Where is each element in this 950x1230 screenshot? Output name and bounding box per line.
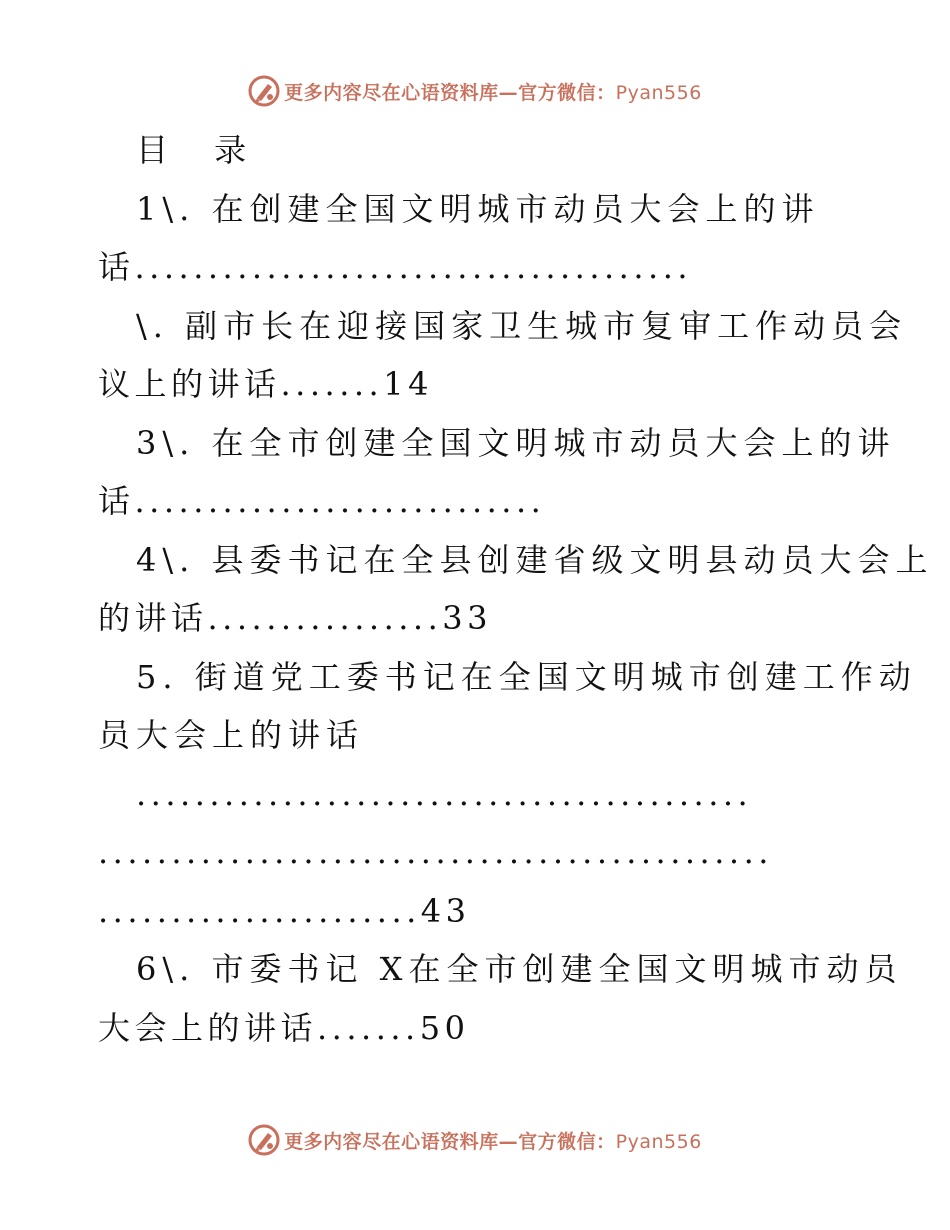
toc-line: 3\. 在全市创建全国文明城市动员大会上的讲 — [136, 423, 896, 462]
pen-seal-icon — [248, 1124, 280, 1156]
toc-line: 议上的讲话.......14 — [98, 365, 433, 403]
toc-line: 的讲话................33 — [98, 599, 492, 637]
toc-line: 员大会上的讲话 — [98, 716, 365, 754]
toc-line: 4\. 县委书记在全县创建省级文明县动员大会上 — [136, 540, 934, 579]
watermark-text: 更多内容尽在心语资料库—官方微信：Pyan556 — [284, 81, 702, 104]
toc-heading: 目 录 — [136, 131, 265, 169]
toc-line: \. 副市长在迎接国家卫生城市复审工作动员会 — [136, 306, 908, 345]
toc-line: 大会上的讲话.......50 — [98, 1008, 470, 1047]
toc-line: 话............................ — [98, 482, 546, 520]
watermark-text: 更多内容尽在心语资料库—官方微信：Pyan556 — [284, 1130, 702, 1153]
watermark-header — [0, 71, 950, 111]
toc-line: 话...................................... — [98, 248, 693, 286]
toc-line: .......................................... — [136, 774, 753, 813]
toc-line: 5. 街道党工委书记在全国文明城市创建工作动 — [136, 657, 917, 696]
toc-line: 1\. 在创建全国文明城市动员大会上的讲 — [136, 189, 820, 228]
toc-line: .............................................. — [98, 833, 773, 871]
toc-line: ......................43 — [98, 891, 471, 930]
table-of-contents — [98, 121, 934, 1057]
toc-line: 6\. 市委书记 X在全市创建全国文明城市动员 — [136, 950, 903, 988]
pen-seal-icon — [248, 75, 280, 107]
watermark-footer — [0, 1120, 950, 1160]
